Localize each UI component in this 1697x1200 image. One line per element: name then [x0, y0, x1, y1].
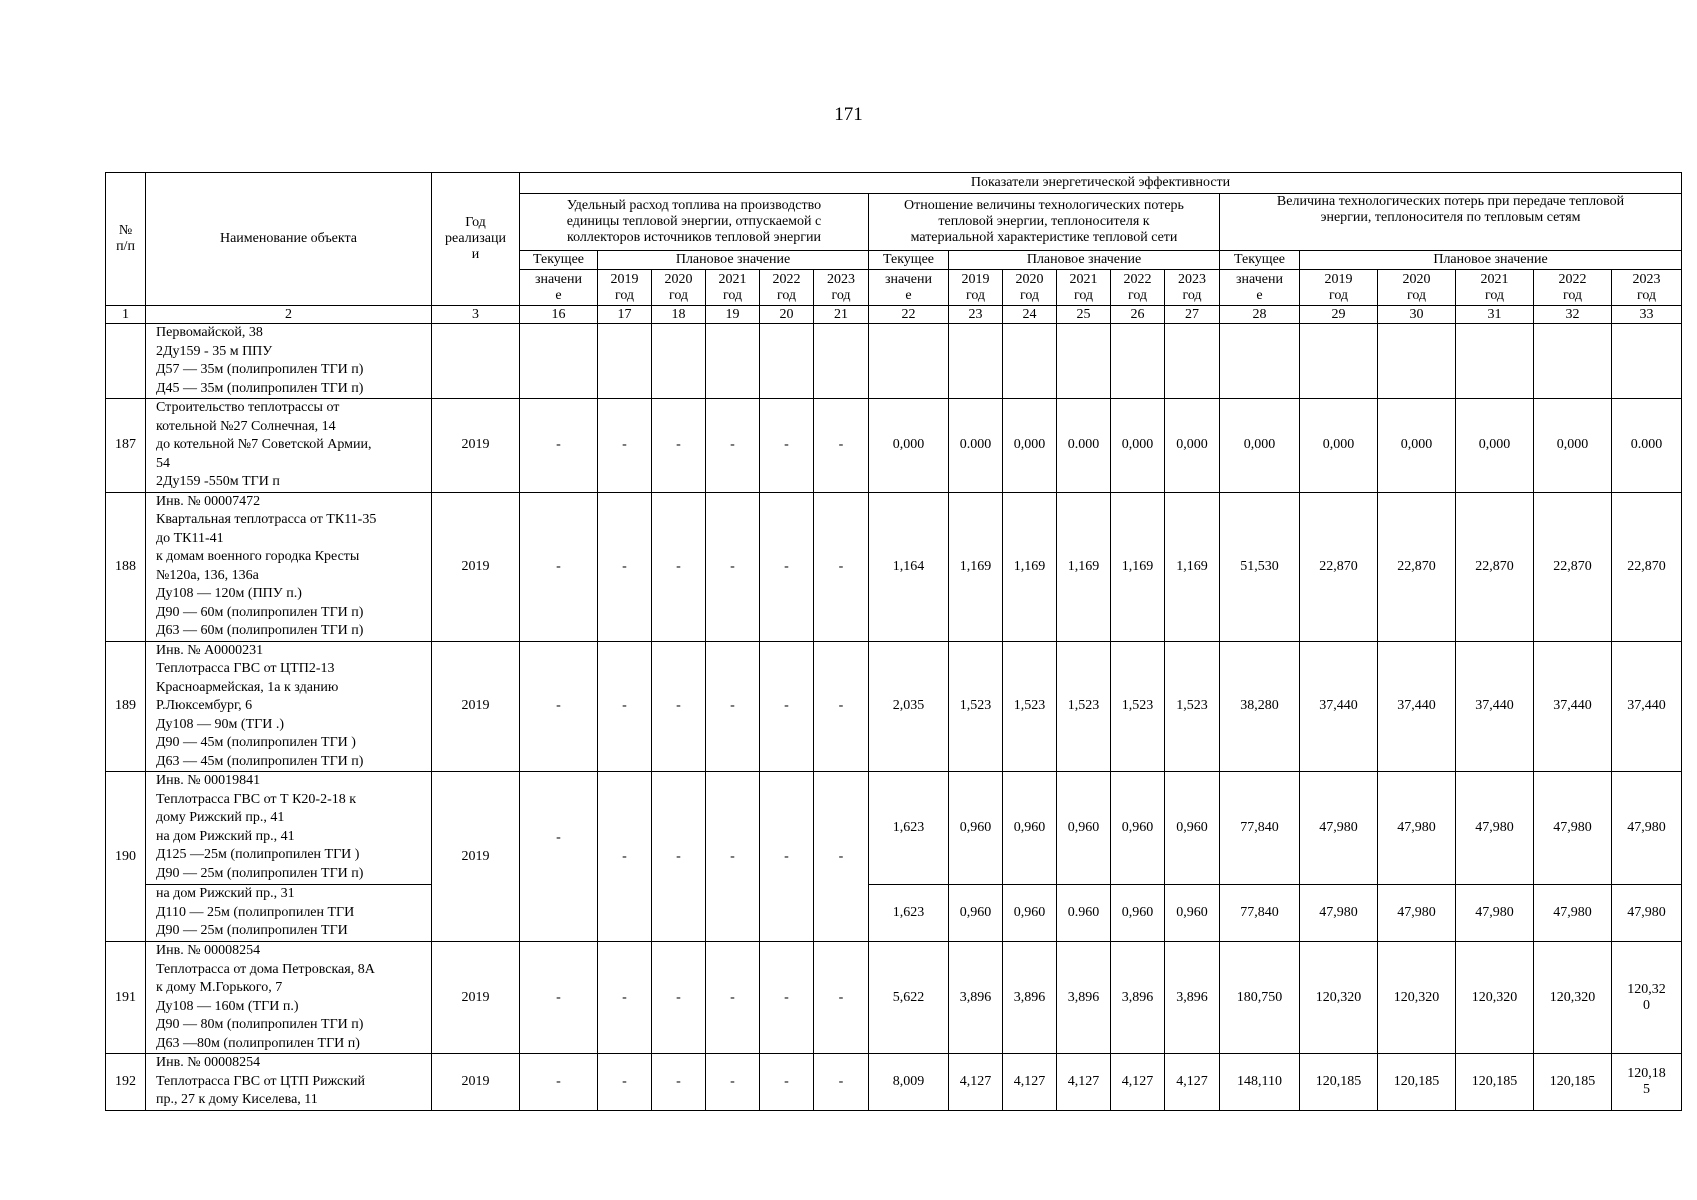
- value-cell: 4,127: [1057, 1054, 1111, 1111]
- value-cell: 8,009: [869, 1054, 949, 1111]
- value-cell: 3,896: [949, 942, 1003, 1054]
- fuel-plan-value: -: [760, 772, 814, 942]
- value-cell: 4,127: [1003, 1054, 1057, 1111]
- value-cell: 0,000: [1378, 399, 1456, 493]
- value-cell: 0,960: [949, 772, 1003, 885]
- column-number: 17: [598, 306, 652, 324]
- column-number: 19: [706, 306, 760, 324]
- value-cell: 3,896: [1165, 942, 1220, 1054]
- value-cell: 120,320: [1300, 942, 1378, 1054]
- value-cell: [1378, 324, 1456, 399]
- page-number: 171: [834, 104, 863, 125]
- table-row: [106, 324, 1682, 399]
- value-cell: 1,523: [1165, 641, 1220, 772]
- value-cell: 37,440: [1612, 641, 1682, 772]
- value-cell: 47,980: [1534, 885, 1612, 942]
- column-number-row: [106, 306, 1682, 324]
- header-year-col: 2020 год: [1003, 270, 1057, 306]
- value-cell: 0,000: [1300, 399, 1378, 493]
- column-number: 21: [814, 306, 869, 324]
- row-year: 2019: [432, 641, 520, 772]
- value-cell: 120,32 0: [1612, 942, 1682, 1054]
- header-current: Текущее: [869, 251, 949, 270]
- row-number: 187: [106, 399, 146, 493]
- value-cell: 1,164: [869, 492, 949, 641]
- value-cell: 3,896: [1003, 942, 1057, 1054]
- value-cell: -: [598, 1054, 652, 1111]
- value-cell: -: [814, 942, 869, 1054]
- table-row: [106, 1054, 1682, 1111]
- header-current: Текущее: [520, 251, 598, 270]
- header-year-col: 2019 год: [598, 270, 652, 306]
- value-cell: 47,980: [1612, 772, 1682, 885]
- value-cell: 22,870: [1378, 492, 1456, 641]
- column-number: 29: [1300, 306, 1378, 324]
- value-cell: 0,000: [1220, 399, 1300, 493]
- value-cell: [1111, 324, 1165, 399]
- header-group-title: Показатели энергетической эффективности: [520, 173, 1682, 194]
- row-number: 190: [106, 772, 146, 942]
- value-cell: -: [706, 492, 760, 641]
- value-cell: [520, 324, 598, 399]
- value-cell: -: [814, 1054, 869, 1111]
- header-year-col: 2019 год: [949, 270, 1003, 306]
- value-cell: 4,127: [949, 1054, 1003, 1111]
- value-cell: 47,980: [1456, 772, 1534, 885]
- header-year-col: 2022 год: [1534, 270, 1612, 306]
- header-year-col: 2022 год: [760, 270, 814, 306]
- value-cell: [706, 324, 760, 399]
- column-number: 26: [1111, 306, 1165, 324]
- object-name: Первомайской, 38 2Ду159 - 35 м ППУ Д57 — 35м (полипропилен ТГИ п) Д45 — 35м (полипропилен ТГИ п): [146, 324, 432, 399]
- value-cell: 4,127: [1111, 1054, 1165, 1111]
- row-number: [106, 324, 146, 399]
- value-cell: 37,440: [1534, 641, 1612, 772]
- value-cell: -: [520, 1054, 598, 1111]
- value-cell: 0.960: [1057, 885, 1111, 942]
- row-year: [432, 324, 520, 399]
- value-cell: -: [814, 492, 869, 641]
- value-cell: 0,000: [1456, 399, 1534, 493]
- value-cell: 120,18 5: [1612, 1054, 1682, 1111]
- value-cell: -: [652, 399, 706, 493]
- value-cell: 47,980: [1378, 885, 1456, 942]
- column-number: 33: [1612, 306, 1682, 324]
- value-cell: 1,523: [1057, 641, 1111, 772]
- value-cell: -: [760, 942, 814, 1054]
- table-row: [106, 942, 1682, 1054]
- fuel-current-value: -: [520, 772, 598, 942]
- value-cell: -: [520, 399, 598, 493]
- object-name: Инв. № 00019841 Теплотрасса ГВС от Т К20-2-18 к дому Рижский пр., 41 на дом Рижский пр., 41 Д125 —25м (полипропилен ТГИ ) Д90 — 25м (полипропилен ТГИ п): [146, 772, 432, 885]
- object-name: Инв. № 00008254 Теплотрасса от дома Петровская, 8А к дому М.Горького, 7 Ду108 — 160м (ТГИ п.) Д90 — 80м (полипропилен ТГИ п) Д63 —80м (полипропилен ТГИ п): [146, 942, 432, 1054]
- header-year: Год реализаци и: [432, 173, 520, 306]
- value-cell: 0,960: [1057, 772, 1111, 885]
- value-cell: 37,440: [1456, 641, 1534, 772]
- header-row-1: [106, 173, 1682, 194]
- header-year-col: 2021 год: [1057, 270, 1111, 306]
- value-cell: 0,000: [869, 399, 949, 493]
- value-cell: 47,980: [1300, 772, 1378, 885]
- value-cell: 120,185: [1378, 1054, 1456, 1111]
- row-year: 2019: [432, 492, 520, 641]
- value-cell: 1,623: [869, 772, 949, 885]
- value-cell: 180,750: [1220, 942, 1300, 1054]
- value-cell: [1057, 324, 1111, 399]
- value-cell: 22,870: [1456, 492, 1534, 641]
- value-cell: 5,622: [869, 942, 949, 1054]
- header-year-col: 2021 год: [706, 270, 760, 306]
- value-cell: -: [598, 942, 652, 1054]
- value-cell: 1,169: [1003, 492, 1057, 641]
- value-cell: 37,440: [1300, 641, 1378, 772]
- value-cell: 0,000: [1165, 399, 1220, 493]
- value-cell: 148,110: [1220, 1054, 1300, 1111]
- header-year-col: 2020 год: [1378, 270, 1456, 306]
- value-cell: [949, 324, 1003, 399]
- value-cell: 0,960: [1111, 885, 1165, 942]
- value-cell: 22,870: [1300, 492, 1378, 641]
- fuel-plan-value: -: [814, 772, 869, 942]
- value-cell: 120,185: [1456, 1054, 1534, 1111]
- value-cell: 47,980: [1300, 885, 1378, 942]
- value-cell: -: [520, 492, 598, 641]
- value-cell: 120,185: [1534, 1054, 1612, 1111]
- value-cell: 3,896: [1057, 942, 1111, 1054]
- value-cell: [760, 324, 814, 399]
- value-cell: 1,169: [1165, 492, 1220, 641]
- value-cell: 0,000: [1003, 399, 1057, 493]
- row-year: 2019: [432, 399, 520, 493]
- value-cell: [869, 324, 949, 399]
- row-number: 192: [106, 1054, 146, 1111]
- value-cell: [814, 324, 869, 399]
- value-cell: -: [598, 641, 652, 772]
- header-year-col: 2023 год: [1612, 270, 1682, 306]
- column-number: 1: [106, 306, 146, 324]
- value-cell: 37,440: [1378, 641, 1456, 772]
- value-cell: 22,870: [1612, 492, 1682, 641]
- object-name: на дом Рижский пр., 31 Д110 — 25м (полипропилен ТГИ Д90 — 25м (полипропилен ТГИ: [146, 885, 432, 942]
- column-number: 30: [1378, 306, 1456, 324]
- object-name: Инв. № 00007472 Квартальная теплотрасса от ТК11-35 до ТК11-41 к домам военного городка Кресты №120а, 136, 136а Ду108 — 120м (ППУ п.) Д90 — 60м (полипропилен ТГИ п) Д63 — 60м (полипропилен ТГИ п): [146, 492, 432, 641]
- value-cell: 1,523: [949, 641, 1003, 772]
- object-name: Инв. № 00008254 Теплотрасса ГВС от ЦТП Рижский пр., 27 к дому Киселева, 11: [146, 1054, 432, 1111]
- value-cell: 0,960: [949, 885, 1003, 942]
- value-cell: 0,960: [1003, 885, 1057, 942]
- value-cell: 0.000: [1057, 399, 1111, 493]
- value-cell: 47,980: [1534, 772, 1612, 885]
- value-cell: -: [520, 942, 598, 1054]
- header-year-col: 2019 год: [1300, 270, 1378, 306]
- value-cell: -: [760, 492, 814, 641]
- value-cell: 0,960: [1165, 772, 1220, 885]
- value-cell: 77,840: [1220, 885, 1300, 942]
- value-cell: 4,127: [1165, 1054, 1220, 1111]
- row-year: 2019: [432, 1054, 520, 1111]
- value-cell: 0.000: [1612, 399, 1682, 493]
- value-cell: 47,980: [1456, 885, 1534, 942]
- value-cell: [1534, 324, 1612, 399]
- value-cell: -: [814, 399, 869, 493]
- fuel-plan-value: -: [652, 772, 706, 942]
- value-cell: 0,960: [1111, 772, 1165, 885]
- column-number: 22: [869, 306, 949, 324]
- header-fuel: Удельный расход топлива на производство единицы тепловой энергии, отпускаемой с коллекторов источников тепловой энергии: [520, 194, 869, 251]
- column-number: 23: [949, 306, 1003, 324]
- value-cell: 0,960: [1165, 885, 1220, 942]
- value-cell: 51,530: [1220, 492, 1300, 641]
- header-losses: Величина технологических потерь при передаче тепловой энергии, теплоносителя по тепловым сетям: [1220, 194, 1682, 251]
- column-number: 25: [1057, 306, 1111, 324]
- header-current-cont: значени е: [520, 270, 598, 306]
- column-number: 18: [652, 306, 706, 324]
- header-year-col: 2023 год: [1165, 270, 1220, 306]
- value-cell: -: [706, 1054, 760, 1111]
- value-cell: -: [598, 492, 652, 641]
- value-cell: [652, 324, 706, 399]
- value-cell: 47,980: [1378, 772, 1456, 885]
- value-cell: -: [652, 942, 706, 1054]
- column-number: 2: [146, 306, 432, 324]
- table-row-190-sub: [106, 885, 1682, 942]
- value-cell: -: [652, 492, 706, 641]
- object-name: Строительство теплотрассы от котельной №27 Солнечная, 14 до котельной №7 Советской Армии, 54 2Ду159 -550м ТГИ п: [146, 399, 432, 493]
- column-number: 31: [1456, 306, 1534, 324]
- table-row: [106, 492, 1682, 641]
- value-cell: 120,320: [1378, 942, 1456, 1054]
- column-number: 24: [1003, 306, 1057, 324]
- value-cell: 38,280: [1220, 641, 1300, 772]
- value-cell: -: [598, 399, 652, 493]
- value-cell: 77,840: [1220, 772, 1300, 885]
- row-year: 2019: [432, 942, 520, 1054]
- column-number: 28: [1220, 306, 1300, 324]
- value-cell: [1300, 324, 1378, 399]
- column-number: 27: [1165, 306, 1220, 324]
- value-cell: -: [760, 399, 814, 493]
- value-cell: [1220, 324, 1300, 399]
- value-cell: 1,169: [1111, 492, 1165, 641]
- value-cell: 0,000: [1111, 399, 1165, 493]
- header-ratio: Отношение величины технологических потерь тепловой энергии, теплоносителя к материальной характеристике тепловой сети: [869, 194, 1220, 251]
- value-cell: -: [706, 942, 760, 1054]
- row-number: 191: [106, 942, 146, 1054]
- table-row: [106, 641, 1682, 772]
- header-year-col: 2020 год: [652, 270, 706, 306]
- header-current-cont: значени е: [1220, 270, 1300, 306]
- value-cell: 1,169: [1057, 492, 1111, 641]
- column-number: 20: [760, 306, 814, 324]
- header-year-col: 2021 год: [1456, 270, 1534, 306]
- column-number: 32: [1534, 306, 1612, 324]
- fuel-plan-value: -: [706, 772, 760, 942]
- value-cell: [1612, 324, 1682, 399]
- value-cell: -: [652, 1054, 706, 1111]
- value-cell: 120,320: [1534, 942, 1612, 1054]
- header-year-col: 2023 год: [814, 270, 869, 306]
- value-cell: 1,169: [949, 492, 1003, 641]
- value-cell: -: [814, 641, 869, 772]
- row-number: 189: [106, 641, 146, 772]
- value-cell: 0,960: [1003, 772, 1057, 885]
- value-cell: 1,523: [1003, 641, 1057, 772]
- value-cell: -: [706, 399, 760, 493]
- value-cell: 1,523: [1111, 641, 1165, 772]
- value-cell: 0.000: [949, 399, 1003, 493]
- value-cell: 22,870: [1534, 492, 1612, 641]
- row-year: 2019: [432, 772, 520, 942]
- energy-efficiency-table: [105, 172, 1682, 1111]
- header-planned: Плановое значение: [598, 251, 869, 270]
- value-cell: -: [706, 641, 760, 772]
- value-cell: 0,000: [1534, 399, 1612, 493]
- value-cell: 120,185: [1300, 1054, 1378, 1111]
- header-planned: Плановое значение: [1300, 251, 1682, 270]
- column-number: 16: [520, 306, 598, 324]
- fuel-plan-value: -: [598, 772, 652, 942]
- value-cell: 120,320: [1456, 942, 1534, 1054]
- value-cell: -: [760, 641, 814, 772]
- value-cell: [1003, 324, 1057, 399]
- value-cell: -: [652, 641, 706, 772]
- header-current: Текущее: [1220, 251, 1300, 270]
- table-row: [106, 399, 1682, 493]
- value-cell: [598, 324, 652, 399]
- value-cell: -: [520, 641, 598, 772]
- header-num: № п/п: [106, 173, 146, 306]
- header-year-col: 2022 год: [1111, 270, 1165, 306]
- value-cell: 47,980: [1612, 885, 1682, 942]
- value-cell: 1,623: [869, 885, 949, 942]
- value-cell: [1456, 324, 1534, 399]
- header-planned: Плановое значение: [949, 251, 1220, 270]
- value-cell: 2,035: [869, 641, 949, 772]
- row-number: 188: [106, 492, 146, 641]
- column-number: 3: [432, 306, 520, 324]
- header-name: Наименование объекта: [146, 173, 432, 306]
- value-cell: 3,896: [1111, 942, 1165, 1054]
- value-cell: -: [760, 1054, 814, 1111]
- value-cell: [1165, 324, 1220, 399]
- table-row-190: [106, 772, 1682, 885]
- object-name: Инв. № А0000231 Теплотрасса ГВС от ЦТП2-13 Красноармейская, 1а к зданию Р.Люксембург, 6 Ду108 — 90м (ТГИ .) Д90 — 45м (полипропилен ТГИ ) Д63 — 45м (полипропилен ТГИ п): [146, 641, 432, 772]
- header-current-cont: значени е: [869, 270, 949, 306]
